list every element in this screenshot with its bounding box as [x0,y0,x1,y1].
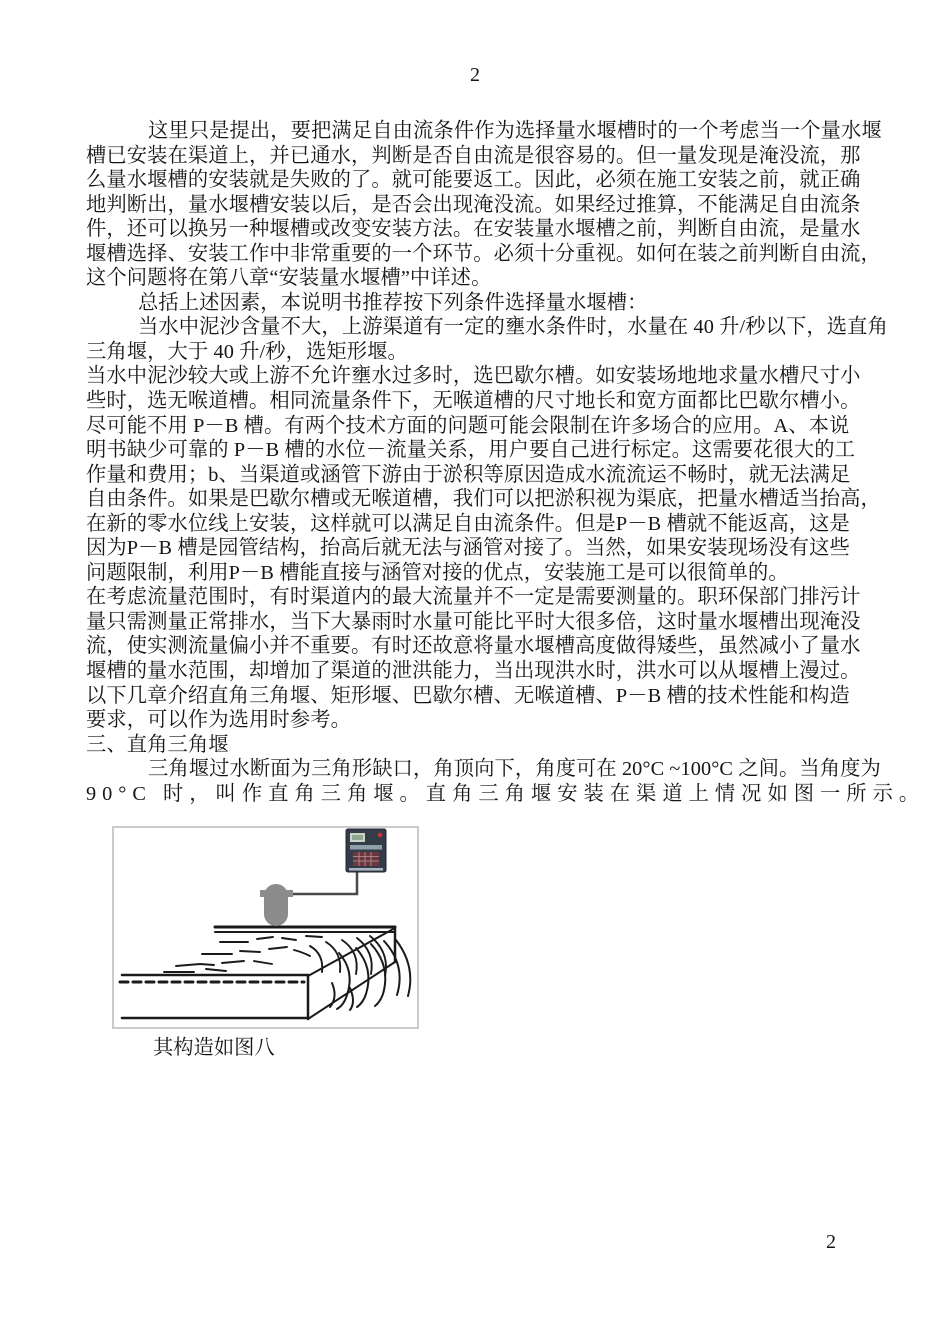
text-block [86,119,926,806]
text-line: 在考虑流量范围时，有时渠道内的最大流量并不一定是需要测量的。职环保部门排污计 [86,586,861,609]
text-line: 堰槽的量水范围，却增加了渠道的泄洪能力，当出现洪水时，洪水可以从堰槽上漫过。 [86,660,861,683]
text-line: 这个问题将在第八章“安装量水堰槽”中详述。 [86,267,492,290]
text-line: 些时，选无喉道槽。相同流量条件下，无喉道槽的尺寸地长和宽方面都比巴歇尔槽小。 [86,390,861,413]
text-line: 三角堰过水断面为三角形缺口，角顶向下，角度可在 20°C ~100°C 之间。当角度为 [148,758,881,781]
flow-meter-device-icon [346,829,386,872]
figure-weir-installation [112,826,419,1029]
page-number-top: 2 [470,64,480,86]
text-line: 总括上述因素，本说明书推荐按下列条件选择量水堰槽： [138,291,648,314]
text-line: 当水中泥沙较大或上游不允许壅水过多时，选巴歇尔槽。如安装场地地求量水槽尺寸小 [86,365,861,388]
text-line: 要求，可以作为选用时参考。 [86,709,351,732]
text-line: 三角堰，大于 40 升/秒，选矩形堰。 [86,340,408,363]
text-line: 明书缺少可靠的 P－B 槽的水位－流量关系，用户要自己进行标定。这需要花很大的工 [86,439,856,462]
text-line: 当水中泥沙含量不大，上游渠道有一定的壅水条件时，水量在 40 升/秒以下，选直角 [138,316,888,339]
text-line: 量只需测量正常排水，当下大暴雨时水量可能比平时大很多倍，这时量水堰槽出现淹没 [86,610,861,633]
text-line: 因为P－B 槽是园管结构，抬高后就无法与涵管对接了。当然，如果安装现场没有这些 [86,537,850,560]
cable-line [293,872,357,894]
text-line: 尽可能不用 P－B 槽。有两个技术方面的问题可能会限制在许多场合的应用。A、本说 [86,414,850,437]
section-heading: 三、直角三角堰 [86,733,229,756]
falling-water-lines [330,940,410,1010]
text-line: 槽已安装在渠道上，并已通水，判断是否自由流是很容易的。但一量发现是淹没流，那 [86,144,861,167]
text-line: 自由条件。如果是巴歇尔槽或无喉道槽，我们可以把淤积视为渠底，把量水槽适当抬高， [86,488,881,511]
text-line: 流，使实测流量偏小并不重要。有时还故意将量水堰槽高度做得矮些，虽然减小了量水 [86,635,861,658]
level-sensor-icon [260,884,293,926]
text-line: 件，还可以换另一种堰槽或改变安装方法。在安装量水堰槽之前，判断自由流，是量水 [86,218,861,241]
text-line: 么量水堰槽的安装就是失败的了。就可能要返工。因此，必须在施工安装之前，就正确 [86,169,861,192]
text-line: 地判断出，量水堰槽安装以后，是否会出现淹没流。如果经过推算，不能满足自由流条 [86,193,861,216]
text-line: 90°C 时，叫作直角三角堰。直角三角堰安装在渠道上情况如图一所示。 [86,782,926,805]
page-number-bottom: 2 [826,1231,836,1253]
figure-caption: 其构造如图八 [153,1037,275,1059]
text-line: 问题限制，利用P－B 槽能直接与涵管对接的优点，安装施工是可以很简单的。 [86,561,789,584]
text-line: 作量和费用；b、当渠道或涵管下游由于淤积等原因造成水流流运不畅时，就无法满足 [86,463,851,486]
text-line: 以下几章介绍直角三角堰、矩形堰、巴歇尔槽、无喉道槽、P－B 槽的技术性能和构造 [86,684,850,707]
weir-channel-drawing [120,927,395,1019]
text-line: 这里只是提出，要把满足自由流条件作为选择量水堰槽时的一个考虑当一个量水堰 [148,120,882,142]
text-line: 在新的零水位线上安装，这样就可以满足自由流条件。但是P－B 槽就不能返高，这是 [86,512,850,535]
text-line: 堰槽选择、安装工作中非常重要的一个环节。必须十分重视。如何在装之前判断自由流， [86,242,881,265]
water-streamlines [164,936,386,976]
